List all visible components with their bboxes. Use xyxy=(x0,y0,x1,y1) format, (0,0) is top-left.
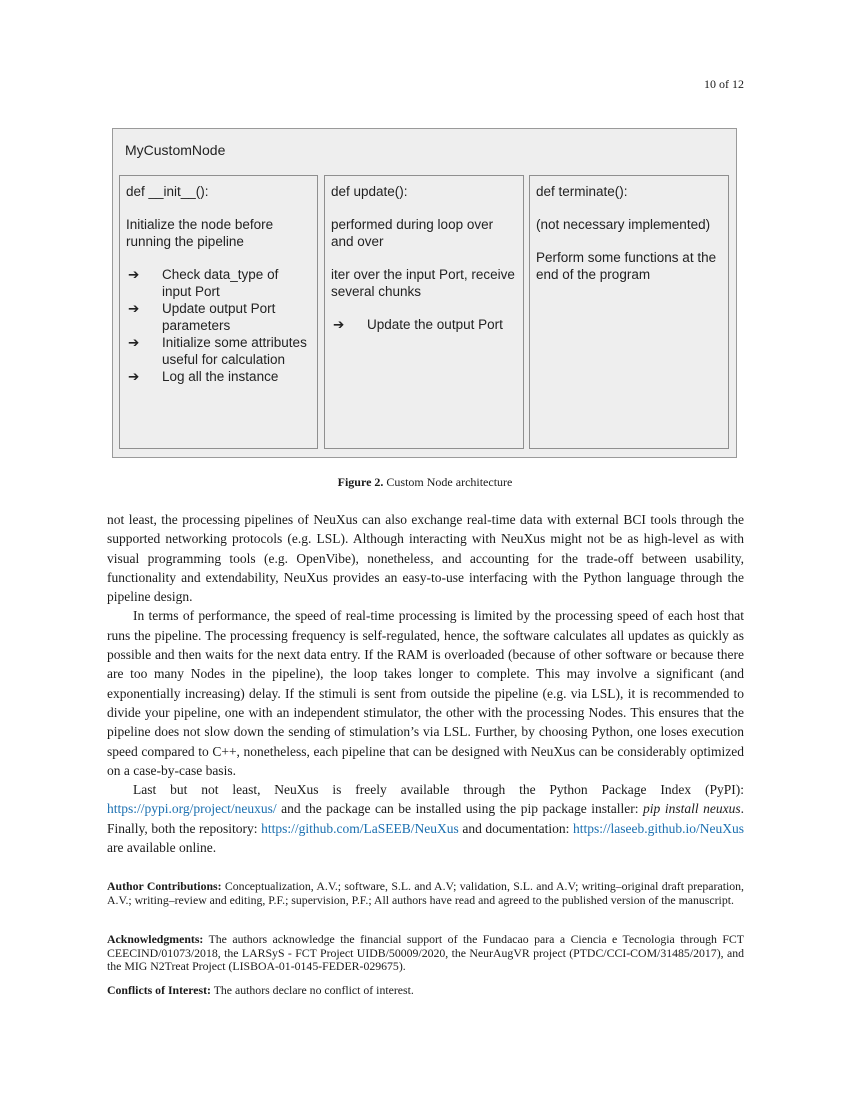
list-item: ➔ Update output Port parameters xyxy=(128,301,276,333)
node-title: MyCustomNode xyxy=(125,142,226,158)
paragraph: In terms of performance, the speed of real-time processing is limited by the processing speed of each host that runs the pipeline. The processing frequency is self-regulated, hence, the software calculates all updates as quickly as possible and then waits for the next data entry. If the RAM is overloaded (because of other software or because there are too many Nodes in the pipeline), the loop takes longer to complete. This may involve a significant (and exponentially increasing) delay. If the stimuli is sent from outside the pipeline (e.g. via LSL), it is recommended to divide your pipeline, one with an independent stimulator, the other with the processing Nodes. This ensures that the pipeline does not slow down the sending of stimulation’s via LSL. Further, by choosing Python, one loses execution speed compared to C++, nonetheless, each pipeline that can be designed with NeuXus can be considerably optimized on a case-by-case basis. xyxy=(107,608,744,778)
arrow-right-icon: ➔ xyxy=(128,301,140,316)
method-header: def terminate(): xyxy=(536,184,628,199)
list-item: ➔ Log all the instance xyxy=(128,369,279,384)
arrow-right-icon: ➔ xyxy=(128,267,140,282)
arrow-right-icon: ➔ xyxy=(128,335,140,350)
pypi-link[interactable]: https://pypi.org/project/neuxus/ xyxy=(107,801,277,817)
caption-text: Custom Node architecture xyxy=(383,475,513,489)
paragraph: not least, the processing pipelines of NeuXus can also exchange real-time data with external BCI tools through the supported networking protocols (e.g. LSL). Although interacting with NeuXus might not be as high-level as with visual programming tools (e.g. OpenVibe), nonetheless, and accounting for the trade-off between usability, functionality and extendability, NeuXus provides an easy-to-use interfacing with the Python language through the pipeline design. xyxy=(107,512,744,605)
conflicts-of-interest: Conflicts of Interest: The authors declare no conflict of interest. xyxy=(107,983,414,997)
custom-node-figure xyxy=(112,128,737,458)
method-steps xyxy=(331,316,517,333)
body-text xyxy=(107,510,744,857)
documentation-link[interactable]: https://laseeb.github.io/NeuXus xyxy=(573,820,744,836)
method-header: def __init__(): xyxy=(126,184,209,199)
acknowledgments: Acknowledgments: The authors acknowledge the financial support of the Fundacao para a Ciencia e Tecnologia through FCT CEECIND/01073/2018, the LARSyS - FCT Project UIDB/50009/2020, the NeurAugVR project (PTDC/CCI-COM/31485/2017), and the MIG N2Treat Project (LISBOA-01-0145-FEDER-029675). xyxy=(107,932,744,974)
method-description: Perform some functions at the end of the program xyxy=(536,250,717,282)
github-link[interactable]: https://github.com/LaSEEB/NeuXus xyxy=(261,820,459,836)
page-number: 10 of 12 xyxy=(704,77,744,91)
list-item: ➔ Initialize some attributes useful for calculation xyxy=(128,335,307,367)
method-description: performed during loop over and over xyxy=(331,217,494,249)
paragraph: Last but not least, NeuXus is freely available through the Python Package Index (PyPI): https://pypi.org/project/neuxus/ and the package can be installed using the pip package installer: pip install neuxus. Finally, both the repository: https://github.com/LaSEEB/NeuXus and documentation: https://laseeb.github.io/NeuXus are available online. xyxy=(107,782,745,856)
update-method-box xyxy=(324,175,524,449)
method-description: (not necessary implemented) xyxy=(536,217,711,232)
list-item: ➔ Check data_type of input Port xyxy=(128,267,279,299)
pip-command: pip install neuxus xyxy=(643,801,741,817)
method-description: iter over the input Port, receive several chunks xyxy=(331,267,515,299)
method-description: Initialize the node before running the pipeline xyxy=(126,217,274,249)
init-method-box xyxy=(119,175,318,449)
figure-caption xyxy=(0,475,850,490)
caption-label: Figure 2. xyxy=(337,475,384,489)
method-header: def update(): xyxy=(331,184,408,199)
method-steps xyxy=(126,266,311,385)
author-contributions: Author Contributions: Conceptualization, A.V.; software, S.L. and A.V; validation, S.L. and A.V; writing–original draft preparation, A.V.; writing–review and editing, P.F.; supervision, P.F.; All authors have read and agreed to the published version of the manuscript. xyxy=(107,879,744,907)
arrow-right-icon: ➔ xyxy=(333,317,345,332)
arrow-right-icon: ➔ xyxy=(128,369,140,384)
terminate-method-box xyxy=(529,175,729,449)
list-item: ➔ Update the output Port xyxy=(333,317,503,332)
